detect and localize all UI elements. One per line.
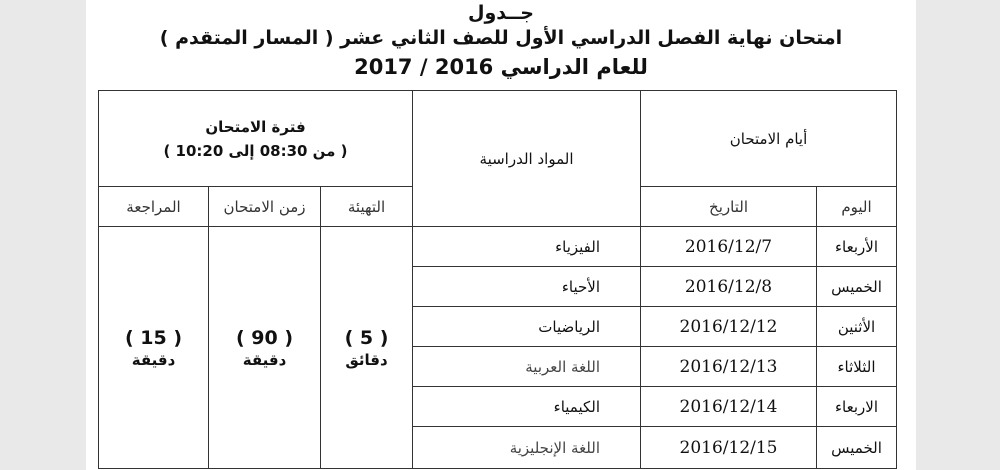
exam-duration-cell [209,227,321,469]
day-cell: الخميس [817,267,897,307]
table-row [99,227,897,267]
date-cell: 2016/12/7 [641,227,817,267]
document-page [86,0,916,470]
review-col-header: المراجعة [99,187,209,227]
prep-unit: دقائق [345,350,388,369]
prep-duration-cell [321,227,413,469]
header-line-3: للعام الدراسي 2016 / 2017 [354,55,648,79]
subject-cell: الفيزياء [413,227,641,267]
exam-period-header [99,91,413,187]
period-title: فترة الامتحان [205,117,306,136]
period-range: ( من 08:30 إلى 10:20 ) [163,141,348,160]
review-unit: دقيقة [131,350,176,369]
exam-time-col-header: زمن الامتحان [209,187,321,227]
date-cell: 2016/12/12 [641,307,817,347]
header-line-1: جــدول [468,2,534,24]
prep-value: ( 5 ) [344,326,389,349]
date-cell: 2016/12/14 [641,387,817,427]
subject-cell: الرياضيات [413,307,641,347]
right-margin [915,0,1000,470]
date-cell: 2016/12/15 [641,427,817,469]
day-cell: الخميس [817,427,897,469]
exam-days-header: أيام الامتحان [641,91,897,187]
prep-col-header: التهيئة [321,187,413,227]
day-cell: الأثنين [817,307,897,347]
subjects-header: المواد الدراسية [413,91,641,227]
exam-value: ( 90 ) [235,326,294,349]
subject-cell: الأحياء [413,267,641,307]
review-value: ( 15 ) [124,326,183,349]
header-row-1 [99,91,897,187]
day-cell: الثلاثاء [817,347,897,387]
date-cell: 2016/12/13 [641,347,817,387]
review-duration-cell [99,227,209,469]
exam-schedule-table [98,90,897,469]
header-line-2: امتحان نهاية الفصل الدراسي الأول للصف الثاني عشر ( المسار المتقدم ) [159,27,843,49]
day-cell: الاربعاء [817,387,897,427]
subject-cell: اللغة الإنجليزية [413,427,641,469]
exam-unit: دقيقة [242,350,287,369]
subject-cell: اللغة العربية [413,347,641,387]
date-col-header: التاريخ [641,187,817,227]
day-cell: الأربعاء [817,227,897,267]
subject-cell: الكيمياء [413,387,641,427]
date-cell: 2016/12/8 [641,267,817,307]
left-margin [0,0,87,470]
day-col-header: اليوم [817,187,897,227]
